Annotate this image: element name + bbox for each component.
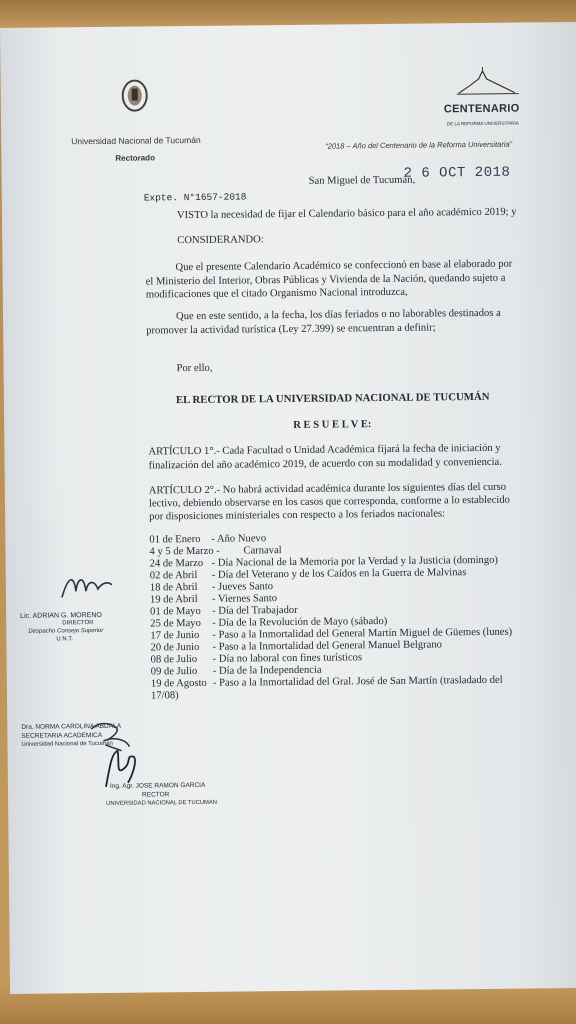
article-2-line-1: ARTÍCULO 2°.- No habrá actividad académica durante los siguientes días del curso — [148, 481, 507, 497]
holiday-date: 09 de Julio — [150, 665, 198, 678]
holiday-date: 01 de Enero — [149, 533, 201, 546]
signature-moreno-icon — [58, 567, 114, 604]
office-name: Rectorado — [115, 153, 155, 163]
por-ello: Por ello, — [176, 362, 213, 375]
signer-1-role: DIRECTOR — [62, 620, 94, 627]
signer-1-name: Lic. ADRIAN G. MORENO — [20, 611, 102, 620]
holiday-description: - Paso a la Inmortalidad del Gral. José de San Martín (trasladado del — [212, 674, 503, 689]
holiday-date: 19 de Abril — [149, 593, 198, 606]
article-1-line-1: ARTÍCULO 1°.- Cada Facultad o Unidad Académica fijará la fecha de iniciación y — [148, 442, 501, 458]
holiday-continuation: 17/08) — [150, 690, 179, 702]
signer-3-name: Ing. Agr. JOSE RAMON GARCIA — [109, 781, 206, 790]
holiday-description: - Paso a la Inmortalidad del General Martín Miguel de Güemes (lunes) — [212, 626, 513, 641]
signer-2-org: Universidad Nacional de Tucumán — [21, 740, 113, 748]
centenario-logo-subtitle: DE LA REFORMA UNIVERSITARIA — [447, 120, 519, 127]
holiday-description: - Jueves Santo — [211, 581, 274, 593]
holiday-description: - Paso a la Inmortalidad del General Manuel Belgrano — [212, 639, 442, 653]
signer-1-office: Despacho Consejo Superior — [28, 627, 104, 635]
considerando-heading: CONSIDERANDO: — [177, 234, 264, 247]
paragraph-2-line-2: promover la actividad turística (Ley 27.399) se encuentran a definir; — [146, 322, 436, 337]
document-page — [0, 22, 576, 994]
holiday-date: 18 de Abril — [149, 581, 198, 594]
holiday-date: 01 de Mayo — [150, 605, 201, 618]
holiday-description: Carnaval — [243, 545, 282, 557]
signer-2-name: Dra. NORMA CAROLINA ABDALA — [21, 722, 122, 731]
date-stamp: 2 6 OCT 2018 — [403, 164, 511, 182]
holiday-description: - Día Nacional de la Memoria por la Verdad y la Justicia (domingo) — [211, 554, 499, 569]
holiday-date: 08 de Julio — [150, 653, 198, 666]
article-1-line-2: finalización del año académico 2019, de acuerdo con su modalidad y conveniencia. — [148, 456, 502, 472]
signer-1-org: U.N.T. — [56, 636, 74, 643]
holiday-date: 17 de Junio — [150, 629, 200, 642]
signer-3-org: UNIVERSIDAD NACIONAL DE TUCUMAN — [106, 799, 217, 807]
university-name: Universidad Nacional de Tucumán — [71, 134, 201, 147]
centenario-building-icon — [448, 66, 528, 105]
university-seal-icon — [119, 76, 151, 114]
visto-paragraph: VISTO la necesidad de fijar el Calendario básico para el año académico 2019; y — [176, 206, 517, 222]
holiday-description: - Viernes Santo — [211, 593, 278, 605]
article-2-line-3: por disposiciones ministeriales con respecto a los feriados nacionales: — [149, 508, 446, 523]
holiday-date: 25 de Mayo — [150, 617, 201, 630]
holiday-date: 19 de Agosto — [150, 677, 207, 690]
holiday-description: - Año Nuevo — [211, 533, 267, 545]
holiday-date: 02 de Abril — [149, 569, 198, 582]
holiday-description: - Día de la Independencia — [212, 664, 322, 677]
holiday-date: 24 de Marzo — [149, 557, 204, 570]
paragraph-1-line-1: Que el presente Calendario Académico se confeccionó en base al elaborado por — [175, 258, 513, 274]
signer-2-role: SECRETARIA ACADEMICA — [21, 731, 103, 740]
year-motto: “2018 – Año del Centenario de la Reforma Universitaria” — [325, 139, 513, 151]
paragraph-2-line-1: Que en este sentido, a la fecha, los días feriados o no laborables destinados a — [175, 307, 501, 323]
paragraph-1-line-2: el Ministerio del Interior, Obras Públicas y Vivienda de la Nación, quedando sujeto a — [145, 272, 506, 288]
holiday-list — [149, 529, 551, 713]
resuelve-heading: R E S U E L V E: — [293, 419, 372, 431]
holiday-description: - Día del Trabajador — [212, 604, 298, 617]
holiday-description: - Día de la Revolución de Mayo (sábado) — [212, 615, 388, 629]
holiday-date: 20 de Junio — [150, 641, 200, 654]
article-2-line-2: lectivo, debiendo observarse en los casos que corresponda, conforme a lo establecido — [148, 494, 510, 510]
file-number: Expte. N°1657-2018 — [143, 191, 247, 204]
place-label: San Miguel de Tucumán, — [308, 174, 416, 187]
holiday-description: - Día no laboral con fines turísticos — [212, 652, 363, 665]
centenario-logo-title: CENTENARIO — [443, 102, 520, 116]
holiday-date: 4 y 5 de Marzo - — [149, 545, 220, 558]
rector-heading: EL RECTOR DE LA UNIVERSIDAD NACIONAL DE TUCUMÁN — [175, 390, 490, 407]
holiday-description: - Día del Veterano y de los Caídos en la Guerra de Malvinas — [211, 567, 467, 581]
signer-3-role: RECTOR — [142, 791, 170, 799]
paragraph-1-line-3: modificaciones que el citado Organismo Nacional introduzca, — [145, 286, 408, 301]
